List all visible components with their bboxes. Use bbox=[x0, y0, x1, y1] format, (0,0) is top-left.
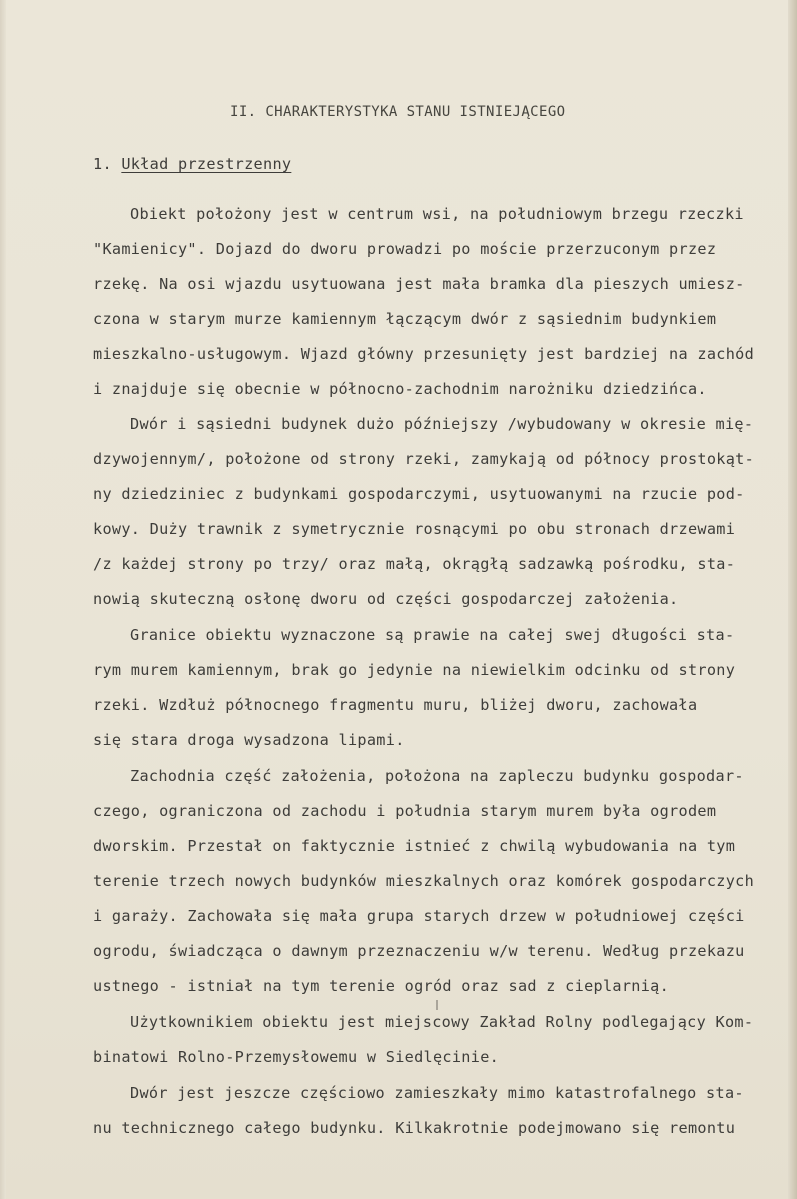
text-line: Obiekt położony jest w centrum wsi, na południowym brzegu rzeczki bbox=[130, 205, 744, 223]
text-line: rym murem kamiennym, brak go jedynie na niewielkim odcinku od strony bbox=[93, 661, 736, 679]
paper-left-edge bbox=[0, 0, 6, 1199]
text-line: Zachodnia część założenia, położona na zapleczu budynku gospodar- bbox=[130, 767, 744, 785]
text-line: dzywojennym/, położone od strony rzeki, zamykają od północy prostokąt- bbox=[93, 450, 755, 468]
pen-mark bbox=[436, 1000, 438, 1010]
section-heading bbox=[93, 155, 291, 173]
text-line: ny dziedziniec z budynkami gospodarczymi, usytuowanymi na rzucie pod- bbox=[93, 485, 745, 503]
text-line: rzeki. Wzdłuż północnego fragmentu muru, bliżej dworu, zachowała bbox=[93, 696, 698, 714]
paper-right-edge bbox=[788, 0, 797, 1199]
text-line: binatowi Rolno-Przemysłowemu w Siedlęcinie. bbox=[93, 1048, 500, 1066]
text-line: mieszkalno-usługowym. Wjazd główny przesunięty jest bardziej na zachód bbox=[93, 345, 755, 363]
section-title: Układ przestrzenny bbox=[121, 155, 292, 173]
section-number: 1. bbox=[93, 155, 112, 173]
text-line: terenie trzech nowych budynków mieszkalnych oraz komórek gospodarczych bbox=[93, 872, 755, 890]
text-line: Granice obiektu wyznaczone są prawie na całej swej długości sta- bbox=[130, 626, 735, 644]
document-title: II. CHARAKTERYSTYKA STANU ISTNIEJĄCEGO bbox=[230, 104, 566, 120]
text-line: i garaży. Zachowała się mała grupa starych drzew w południowej części bbox=[93, 907, 745, 925]
text-line: /z każdej strony po trzy/ oraz małą, okrągłą sadzawką pośrodku, sta- bbox=[93, 555, 736, 573]
text-line: ogrodu, świadcząca o dawnym przeznaczeniu w/w terenu. Według przekazu bbox=[93, 942, 745, 960]
text-line: rzekę. Na osi wjazdu usytuowana jest mała bramka dla pieszych umiesz- bbox=[93, 275, 745, 293]
text-line: Dwór i sąsiedni budynek dużo późniejszy /wybudowany w okresie mię- bbox=[130, 415, 754, 433]
text-line: i znajduje się obecnie w północno-zachodnim narożniku dziedzińca. bbox=[93, 380, 707, 398]
text-line: się stara droga wysadzona lipami. bbox=[93, 731, 405, 749]
text-line: ustnego - istniał na tym terenie ogród oraz sad z cieplarnią. bbox=[93, 977, 670, 995]
text-line: "Kamienicy". Dojazd do dworu prowadzi po moście przerzuconym przez bbox=[93, 240, 717, 258]
text-line: nowią skuteczną osłonę dworu od części gospodarczej założenia. bbox=[93, 590, 679, 608]
text-line: czego, ograniczona od zachodu i południa starym murem była ogrodem bbox=[93, 802, 717, 820]
text-line: Dwór jest jeszcze częściowo zamieszkały mimo katastrofalnego sta- bbox=[130, 1084, 744, 1102]
text-line: Użytkownikiem obiektu jest miejscowy Zakład Rolny podlegający Kom- bbox=[130, 1013, 754, 1031]
text-line: kowy. Duży trawnik z symetrycznie rosnącymi po obu stronach drzewami bbox=[93, 520, 736, 538]
text-line: dworskim. Przestał on faktycznie istnieć z chwilą wybudowania na tym bbox=[93, 837, 736, 855]
text-line: nu technicznego całego budynku. Kilkakrotnie podejmowano się remontu bbox=[93, 1119, 736, 1137]
text-line: czona w starym murze kamiennym łączącym dwór z sąsiednim budynkiem bbox=[93, 310, 717, 328]
